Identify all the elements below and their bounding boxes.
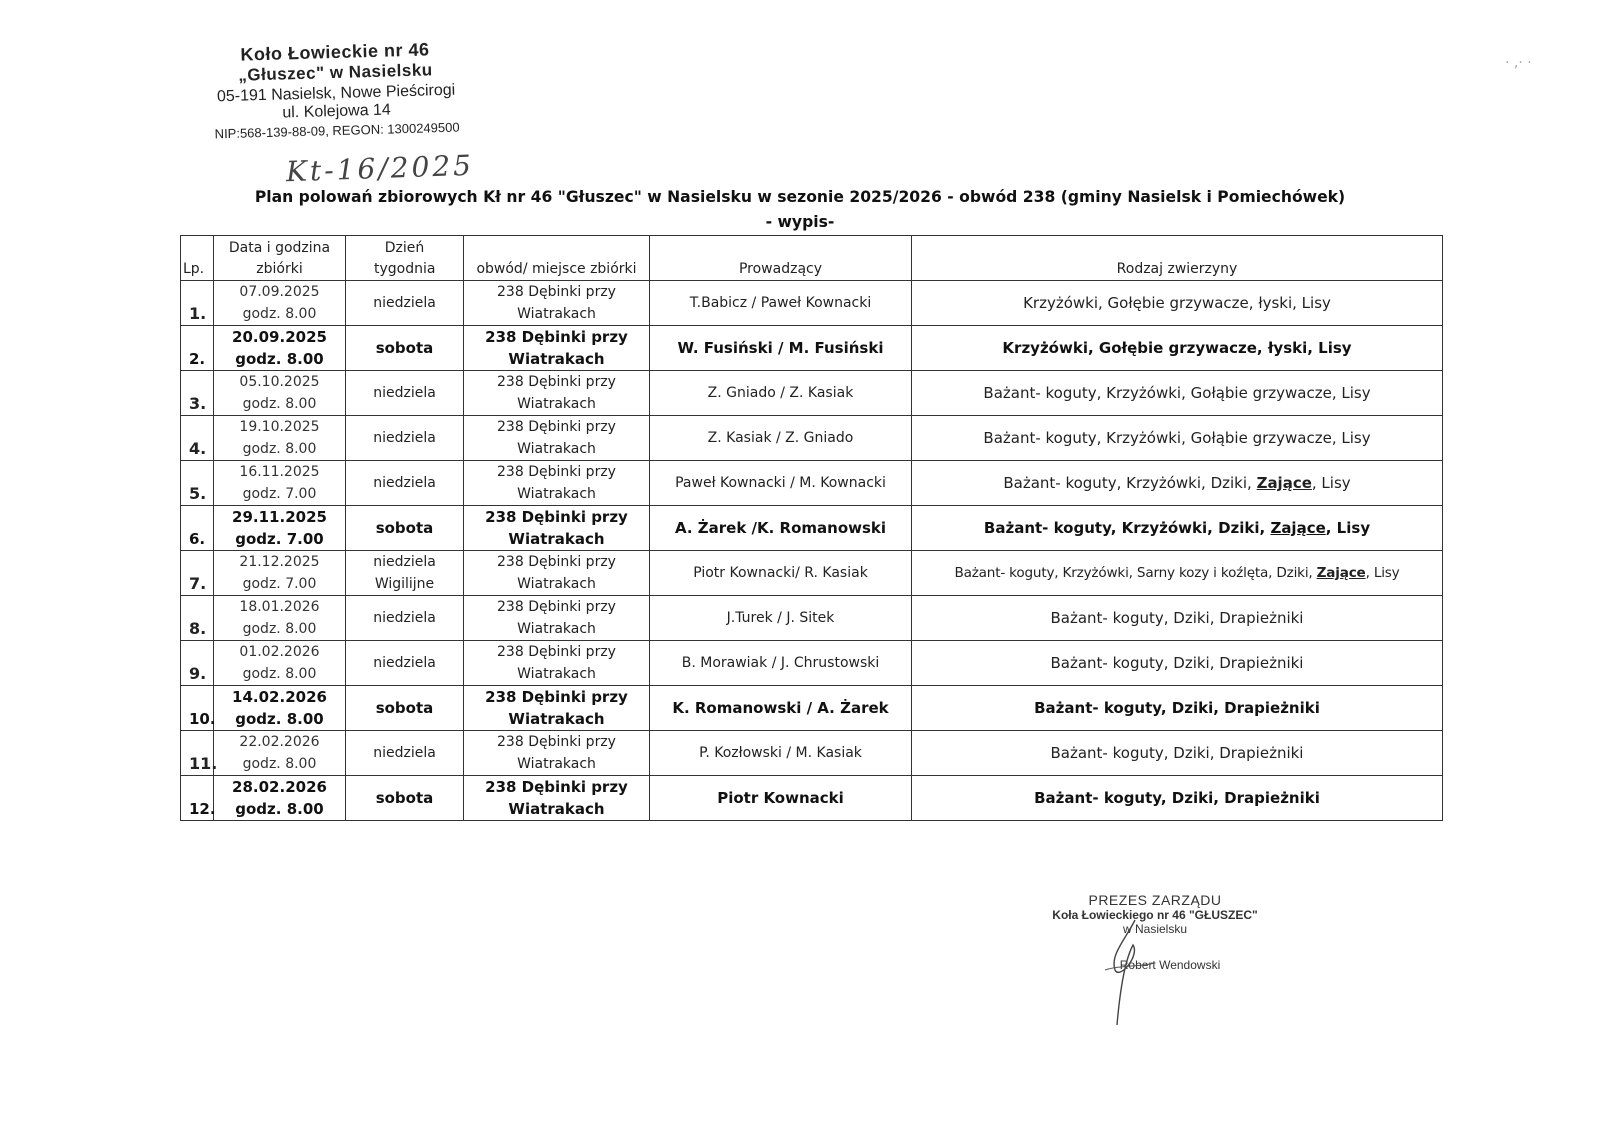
header-date: Data i godzina zbiórki [214, 236, 346, 281]
row-animals: Bażant- koguty, Dziki, Drapieżniki [912, 731, 1443, 776]
row-date-time: 20.09.2025 godz. 8.00 [214, 326, 346, 371]
zajace-underlined: Zające [1256, 474, 1312, 492]
table-row [181, 776, 1443, 821]
row-place: 238 Dębinki przy Wiatrakach [464, 551, 650, 596]
header-lp: Lp. [181, 236, 214, 281]
row-lp: 3. [181, 371, 214, 416]
row-place: 238 Dębinki przy Wiatrakach [464, 506, 650, 551]
row-animals: Bażant- koguty, Dziki, Drapieżniki [912, 641, 1443, 686]
row-place: 238 Dębinki przy Wiatrakach [464, 416, 650, 461]
row-place: 238 Dębinki przy Wiatrakach [464, 326, 650, 371]
signature-town-line: w Nasielsku [1122, 922, 1188, 936]
row-date-time: 16.11.2025 godz. 7.00 [214, 461, 346, 506]
row-place: 238 Dębinki przy Wiatrakach [464, 461, 650, 506]
stamp-address-line1: 05-191 Nasielsk, Nowe Pieścirogi [216, 81, 456, 106]
row-leader: A. Żarek /K. Romanowski [650, 506, 912, 551]
row-day: sobota [346, 776, 464, 821]
row-date-time: 28.02.2026 godz. 8.00 [214, 776, 346, 821]
table-row [181, 641, 1443, 686]
row-animals: Krzyżówki, Gołębie grzywacze, łyski, Lisy [912, 326, 1443, 371]
table-row [181, 506, 1443, 551]
row-place: 238 Dębinki przy Wiatrakach [464, 776, 650, 821]
handwritten-signature-icon [1095, 915, 1175, 1035]
row-lp: 8. [181, 596, 214, 641]
hunt-plan-table [180, 235, 1443, 821]
row-animals: Bażant- koguty, Dziki, Drapieżniki [912, 596, 1443, 641]
row-leader: Paweł Kownacki / M. Kownacki [650, 461, 912, 506]
scan-mark-icon: · ,· · [1505, 55, 1532, 71]
row-place: 238 Dębinki przy Wiatrakach [464, 371, 650, 416]
row-day: sobota [346, 326, 464, 371]
row-date-time: 22.02.2026 godz. 8.00 [214, 731, 346, 776]
row-leader: W. Fusiński / M. Fusiński [650, 326, 912, 371]
row-leader: K. Romanowski / A. Żarek [650, 686, 912, 731]
stamp-club-nickname: „Głuszec" w Nasielsku [238, 60, 433, 85]
row-lp: 4. [181, 416, 214, 461]
table-row [181, 281, 1443, 326]
row-lp: 6. [181, 506, 214, 551]
row-leader: T.Babicz / Paweł Kownacki [650, 281, 912, 326]
row-leader: J.Turek / J. Sitek [650, 596, 912, 641]
row-lp: 9. [181, 641, 214, 686]
club-stamp [185, 38, 488, 142]
table-row [181, 326, 1443, 371]
zajace-underlined: Zające [1270, 519, 1326, 537]
document-subtitle: - wypis- [765, 213, 835, 231]
row-animals: Bażant- koguty, Dziki, Drapieżniki [912, 776, 1443, 821]
table-row [181, 461, 1443, 506]
row-animals: Bażant- koguty, Krzyżówki, Gołąbie grzywacze, Lisy [912, 416, 1443, 461]
row-day: niedziela [346, 461, 464, 506]
signature-name: Robert Wendowski [1119, 958, 1221, 972]
header-leader: Prowadzący [650, 236, 912, 281]
row-lp: 12. [181, 776, 214, 821]
row-leader: Piotr Kownacki [650, 776, 912, 821]
row-place: 238 Dębinki przy Wiatrakach [464, 686, 650, 731]
row-date-time: 07.09.2025 godz. 8.00 [214, 281, 346, 326]
row-animals: Bażant- koguty, Krzyżówki, Dziki, Zające, Lisy [912, 461, 1443, 506]
row-lp: 11. [181, 731, 214, 776]
row-day: sobota [346, 506, 464, 551]
header-animals: Rodzaj zwierzyny [912, 236, 1443, 281]
stamp-nip-regon: NIP:568-139-88-09, REGON: 1300249500 [214, 119, 460, 142]
row-leader: B. Morawiak / J. Chrustowski [650, 641, 912, 686]
row-date-time: 01.02.2026 godz. 8.00 [214, 641, 346, 686]
table-row [181, 686, 1443, 731]
row-place: 238 Dębinki przy Wiatrakach [464, 281, 650, 326]
signature-club-line: Koła Łowieckiego nr 46 "GŁUSZEC" [1052, 908, 1258, 922]
row-lp: 10. [181, 686, 214, 731]
row-leader: Z. Kasiak / Z. Gniado [650, 416, 912, 461]
row-date-time: 18.01.2026 godz. 8.00 [214, 596, 346, 641]
table-header-row [181, 236, 1443, 281]
row-animals: Krzyżówki, Gołębie grzywacze, łyski, Lisy [912, 281, 1443, 326]
row-date-time: 05.10.2025 godz. 8.00 [214, 371, 346, 416]
row-animals: Bażant- koguty, Krzyżówki, Gołąbie grzywacze, Lisy [912, 371, 1443, 416]
row-day: sobota [346, 686, 464, 731]
row-day: niedziela [346, 596, 464, 641]
row-place: 238 Dębinki przy Wiatrakach [464, 641, 650, 686]
row-day: niedziela [346, 281, 464, 326]
row-lp: 7. [181, 551, 214, 596]
row-leader: Piotr Kownacki/ R. Kasiak [650, 551, 912, 596]
row-animals: Bażant- koguty, Dziki, Drapieżniki [912, 686, 1443, 731]
row-lp: 5. [181, 461, 214, 506]
handwritten-reference-number: Kt-16/2025 [285, 148, 475, 189]
signature-title: PREZES ZARZĄDU [1088, 892, 1222, 908]
header-place: obwód/ miejsce zbiórki [464, 236, 650, 281]
document-title: Plan polowań zbiorowych Kł nr 46 "Głuszec" w Nasielsku w sezonie 2025/2026 - obwód 238 (gminy Nasielsk i Pomiechówek) [254, 188, 1346, 206]
row-day: niedziela [346, 371, 464, 416]
row-place: 238 Dębinki przy Wiatrakach [464, 596, 650, 641]
row-day: niedziela Wigilijne [346, 551, 464, 596]
row-date-time: 19.10.2025 godz. 8.00 [214, 416, 346, 461]
row-leader: Z. Gniado / Z. Kasiak [650, 371, 912, 416]
zajace-underlined: Zające [1316, 565, 1366, 581]
table-row [181, 731, 1443, 776]
table-row [181, 551, 1443, 596]
row-date-time: 21.12.2025 godz. 7.00 [214, 551, 346, 596]
table-row [181, 596, 1443, 641]
row-day: niedziela [346, 416, 464, 461]
row-date-time: 14.02.2026 godz. 8.00 [214, 686, 346, 731]
row-place: 238 Dębinki przy Wiatrakach [464, 731, 650, 776]
row-day: niedziela [346, 731, 464, 776]
row-lp: 1. [181, 281, 214, 326]
row-lp: 2. [181, 326, 214, 371]
table-row [181, 371, 1443, 416]
row-animals: Bażant- koguty, Krzyżówki, Dziki, Zające, Lisy [912, 506, 1443, 551]
row-day: niedziela [346, 641, 464, 686]
stamp-address-line2: ul. Kolejowa 14 [282, 101, 392, 122]
row-leader: P. Kozłowski / M. Kasiak [650, 731, 912, 776]
row-date-time: 29.11.2025 godz. 7.00 [214, 506, 346, 551]
row-animals: Bażant- koguty, Krzyżówki, Sarny kozy i koźlęta, Dziki, Zające, Lisy [912, 551, 1443, 596]
header-day: Dzień tygodnia [346, 236, 464, 281]
stamp-club-name: Koło Łowieckie nr 46 [240, 39, 430, 65]
table-row [181, 416, 1443, 461]
